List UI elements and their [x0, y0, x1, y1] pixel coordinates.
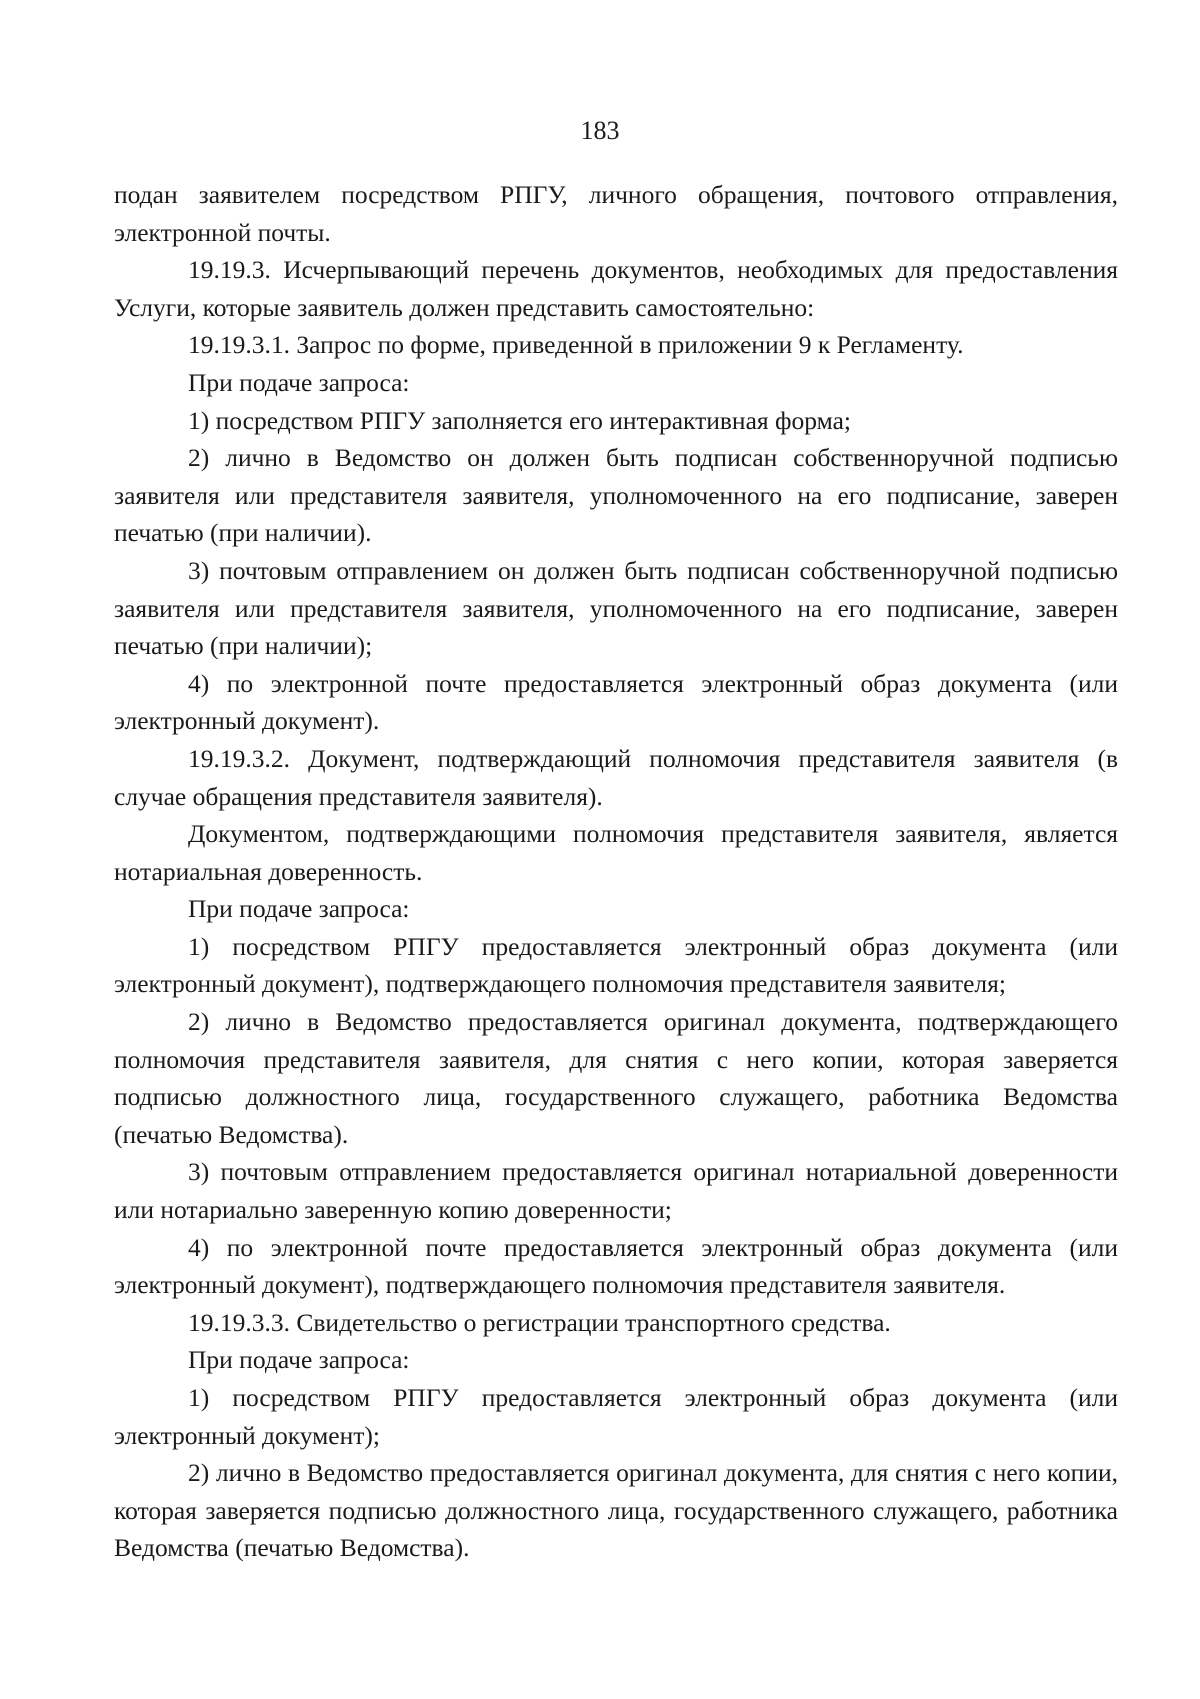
paragraph: 3) почтовым отправлением он должен быть подписан собственноручной подписью заявителя или представителя заявителя, уполномоченного на его подписание, заверен печатью (при наличии); [114, 555, 1118, 661]
paragraph: 19.19.3. Исчерпывающий перечень документов, необходимых для предоставления Услуги, которые заявитель должен представить самостоятельно: [114, 255, 1118, 322]
paragraph: 2) лично в Ведомство предоставляется оригинал документа, подтверждающего полномочия представителя заявителя, для снятия с него копии, которая заверяется подписью должностного лица, государственного служащего, работника Ведомства (печатью Ведомства). [114, 1007, 1118, 1149]
paragraph: При подаче запроса: [188, 367, 410, 397]
paragraph: 19.19.3.2. Документ, подтверждающий полномочия представителя заявителя (в случае обращения представителя заявителя). [114, 743, 1118, 811]
page-number: 183 [580, 116, 620, 145]
paragraph: 2) лично в Ведомство он должен быть подписан собственноручной подписью заявителя или представителя заявителя, уполномоченного на его подписание, заверен печатью (при наличии). [114, 443, 1118, 548]
paragraph: 1) посредством РПГУ предоставляется электронный образ документа (или электронный документ), подтверждающего полномочия представителя заявителя; [114, 931, 1118, 999]
paragraph: Документом, подтверждающими полномочия представителя заявителя, является нотариальная доверенность. [114, 819, 1118, 886]
paragraph: 4) по электронной почте предоставляется электронный образ документа (или электронный документ). [114, 668, 1118, 736]
paragraph: 19.19.3.1. Запрос по форме, приведенной в приложении 9 к Регламенту. [188, 330, 964, 360]
paragraph: подан заявителем посредством РПГУ, личного обращения, почтового отправления, электронной почты. [114, 180, 1118, 247]
paragraph: 1) посредством РПГУ предоставляется электронный образ документа (или электронный документ); [114, 1383, 1118, 1450]
paragraph: 19.19.3.3. Свидетельство о регистрации транспортного средства. [188, 1307, 891, 1337]
paragraph: При подаче запроса: [188, 1345, 410, 1375]
paragraph: 3) почтовым отправлением предоставляется оригинал нотариальной доверенности или нотариально заверенную копию доверенности; [114, 1157, 1118, 1225]
document-body [114, 176, 1118, 1567]
paragraph: 4) по электронной почте предоставляется электронный образ документа (или электронный документ), подтверждающего полномочия представителя заявителя. [114, 1232, 1118, 1300]
paragraph: При подаче запроса: [188, 894, 410, 924]
paragraph: 2) лично в Ведомство предоставляется оригинал документа, для снятия с него копии, которая заверяется подписью должностного лица, государственного служащего, работника Ведомства (печатью Ведомства). [114, 1458, 1118, 1563]
paragraph: 1) посредством РПГУ заполняется его интерактивная форма; [188, 405, 851, 435]
